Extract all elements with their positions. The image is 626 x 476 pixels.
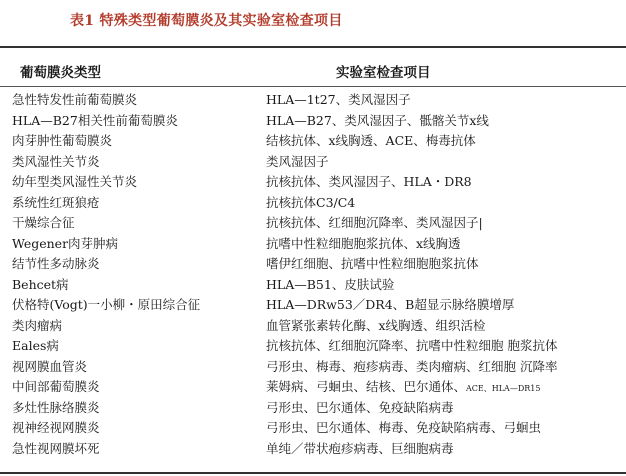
table-row	[0, 377, 626, 398]
lab-tests-cell: HLA—1t27、类风湿因子	[266, 92, 411, 107]
lab-tests-text: 莱姆病、弓蛔虫、结核、巴尔通体、	[266, 379, 467, 394]
uveitis-type-cell: 幼年型类风湿性关节炎	[12, 174, 138, 189]
lab-tests-cell: HLA—DRw53／DR4、B超显示脉络膜增厚	[266, 297, 515, 312]
table-row	[0, 152, 626, 173]
table-row	[0, 234, 626, 255]
table-row	[0, 193, 626, 214]
table-row	[0, 111, 626, 132]
top-rule	[0, 46, 626, 48]
uveitis-type-cell: 结节性多动脉炎	[12, 256, 100, 271]
table-row	[0, 316, 626, 337]
uveitis-type-cell: 类风湿性关节炎	[12, 153, 100, 169]
table-row	[0, 357, 626, 378]
lab-tests-cell: 抗核抗体C3/C4	[266, 194, 356, 210]
uveitis-type-cell: 视网膜血管炎	[12, 358, 88, 374]
uveitis-type-cell: 干燥综合征	[12, 215, 75, 230]
uveitis-type-cell: 视神经视网膜炎	[12, 420, 100, 435]
lab-tests-cell: HLA—B51、皮肤试验	[266, 276, 395, 292]
table-body	[0, 90, 626, 459]
uveitis-type-cell: 类肉瘤病	[12, 317, 63, 333]
lab-tests-cell: 单纯／带状疱疹病毒、巨细胞病毒	[266, 440, 454, 456]
lab-tests-cell: 结核抗体、x线胸透、ACE、梅毒抗体	[266, 133, 476, 148]
lab-tests-cell	[266, 377, 540, 400]
lab-tests-cell: 抗核抗体、红细胞沉降率、抗嗜中性粒细胞 胞浆抗体	[266, 338, 558, 353]
table-row	[0, 172, 626, 193]
table-row	[0, 295, 626, 316]
table-row	[0, 213, 626, 234]
lab-tests-cell: 抗核抗体、红细胞沉降率、类风湿因子|	[266, 215, 483, 230]
uveitis-type-cell: 系统性红斑狼疮	[12, 194, 100, 210]
lab-tests-cell: 弓形虫、巴尔通体、梅毒、免疫缺陷病毒、弓蛔虫	[266, 420, 542, 435]
uveitis-type-cell: Eales病	[12, 338, 59, 353]
lab-tests-cell: 弓形虫、巴尔通体、免疫缺陷病毒	[266, 399, 454, 415]
table-row	[0, 336, 626, 357]
lab-tests-cell: HLA—B27、类风湿因子、骶髂关节x线	[266, 112, 489, 128]
uveitis-type-cell: Behcet病	[12, 276, 69, 292]
uveitis-type-cell: 急性视网膜坏死	[12, 440, 100, 456]
lab-tests-cell: 弓形虫、梅毒、疱疹病毒、类肉瘤病、红细胞 沉降率	[266, 358, 558, 374]
table-row	[0, 418, 626, 439]
uveitis-type-cell: 肉芽肿性葡萄膜炎	[12, 133, 113, 148]
lab-tests-cell: 血管紧张素转化酶、x线胸透、组织活检	[266, 317, 486, 333]
bottom-rule	[0, 472, 626, 474]
table-row	[0, 90, 626, 111]
lab-tests-cell: 类风湿因子	[266, 153, 329, 169]
header-rule	[0, 86, 626, 87]
table-title: 表1 特殊类型葡萄膜炎及其实验室检查项目	[70, 13, 343, 29]
uveitis-type-cell: 多灶性脉络膜炎	[12, 399, 100, 415]
uveitis-type-cell: 急性特发性前葡萄膜炎	[12, 92, 138, 107]
lab-tests-cell: 抗核抗体、类风湿因子、HLA・DR8	[266, 174, 472, 189]
lab-tests-cell: 抗嗜中性粒细胞胞浆抗体、x线胸透	[266, 235, 461, 251]
table-row	[0, 254, 626, 275]
uveitis-type-cell: HLA—B27相关性前葡萄膜炎	[12, 112, 178, 128]
table-row	[0, 439, 626, 460]
table-row	[0, 131, 626, 152]
column-header-tests: 实验室检查项目	[336, 65, 431, 81]
column-header-type: 葡萄膜炎类型	[20, 65, 101, 81]
table-row	[0, 398, 626, 419]
lab-tests-cell: 嗜伊红细胞、抗嗜中性粒细胞胞浆抗体	[266, 256, 479, 271]
uveitis-type-cell: 中间部葡萄膜炎	[12, 379, 100, 394]
uveitis-type-cell: Wegener肉芽肿病	[12, 235, 119, 251]
table-row	[0, 275, 626, 296]
lab-tests-small-text: ACE、HLA—DR15	[466, 384, 541, 393]
uveitis-type-cell: 伏格特(Vogt)一小柳・原田综合征	[12, 297, 201, 312]
